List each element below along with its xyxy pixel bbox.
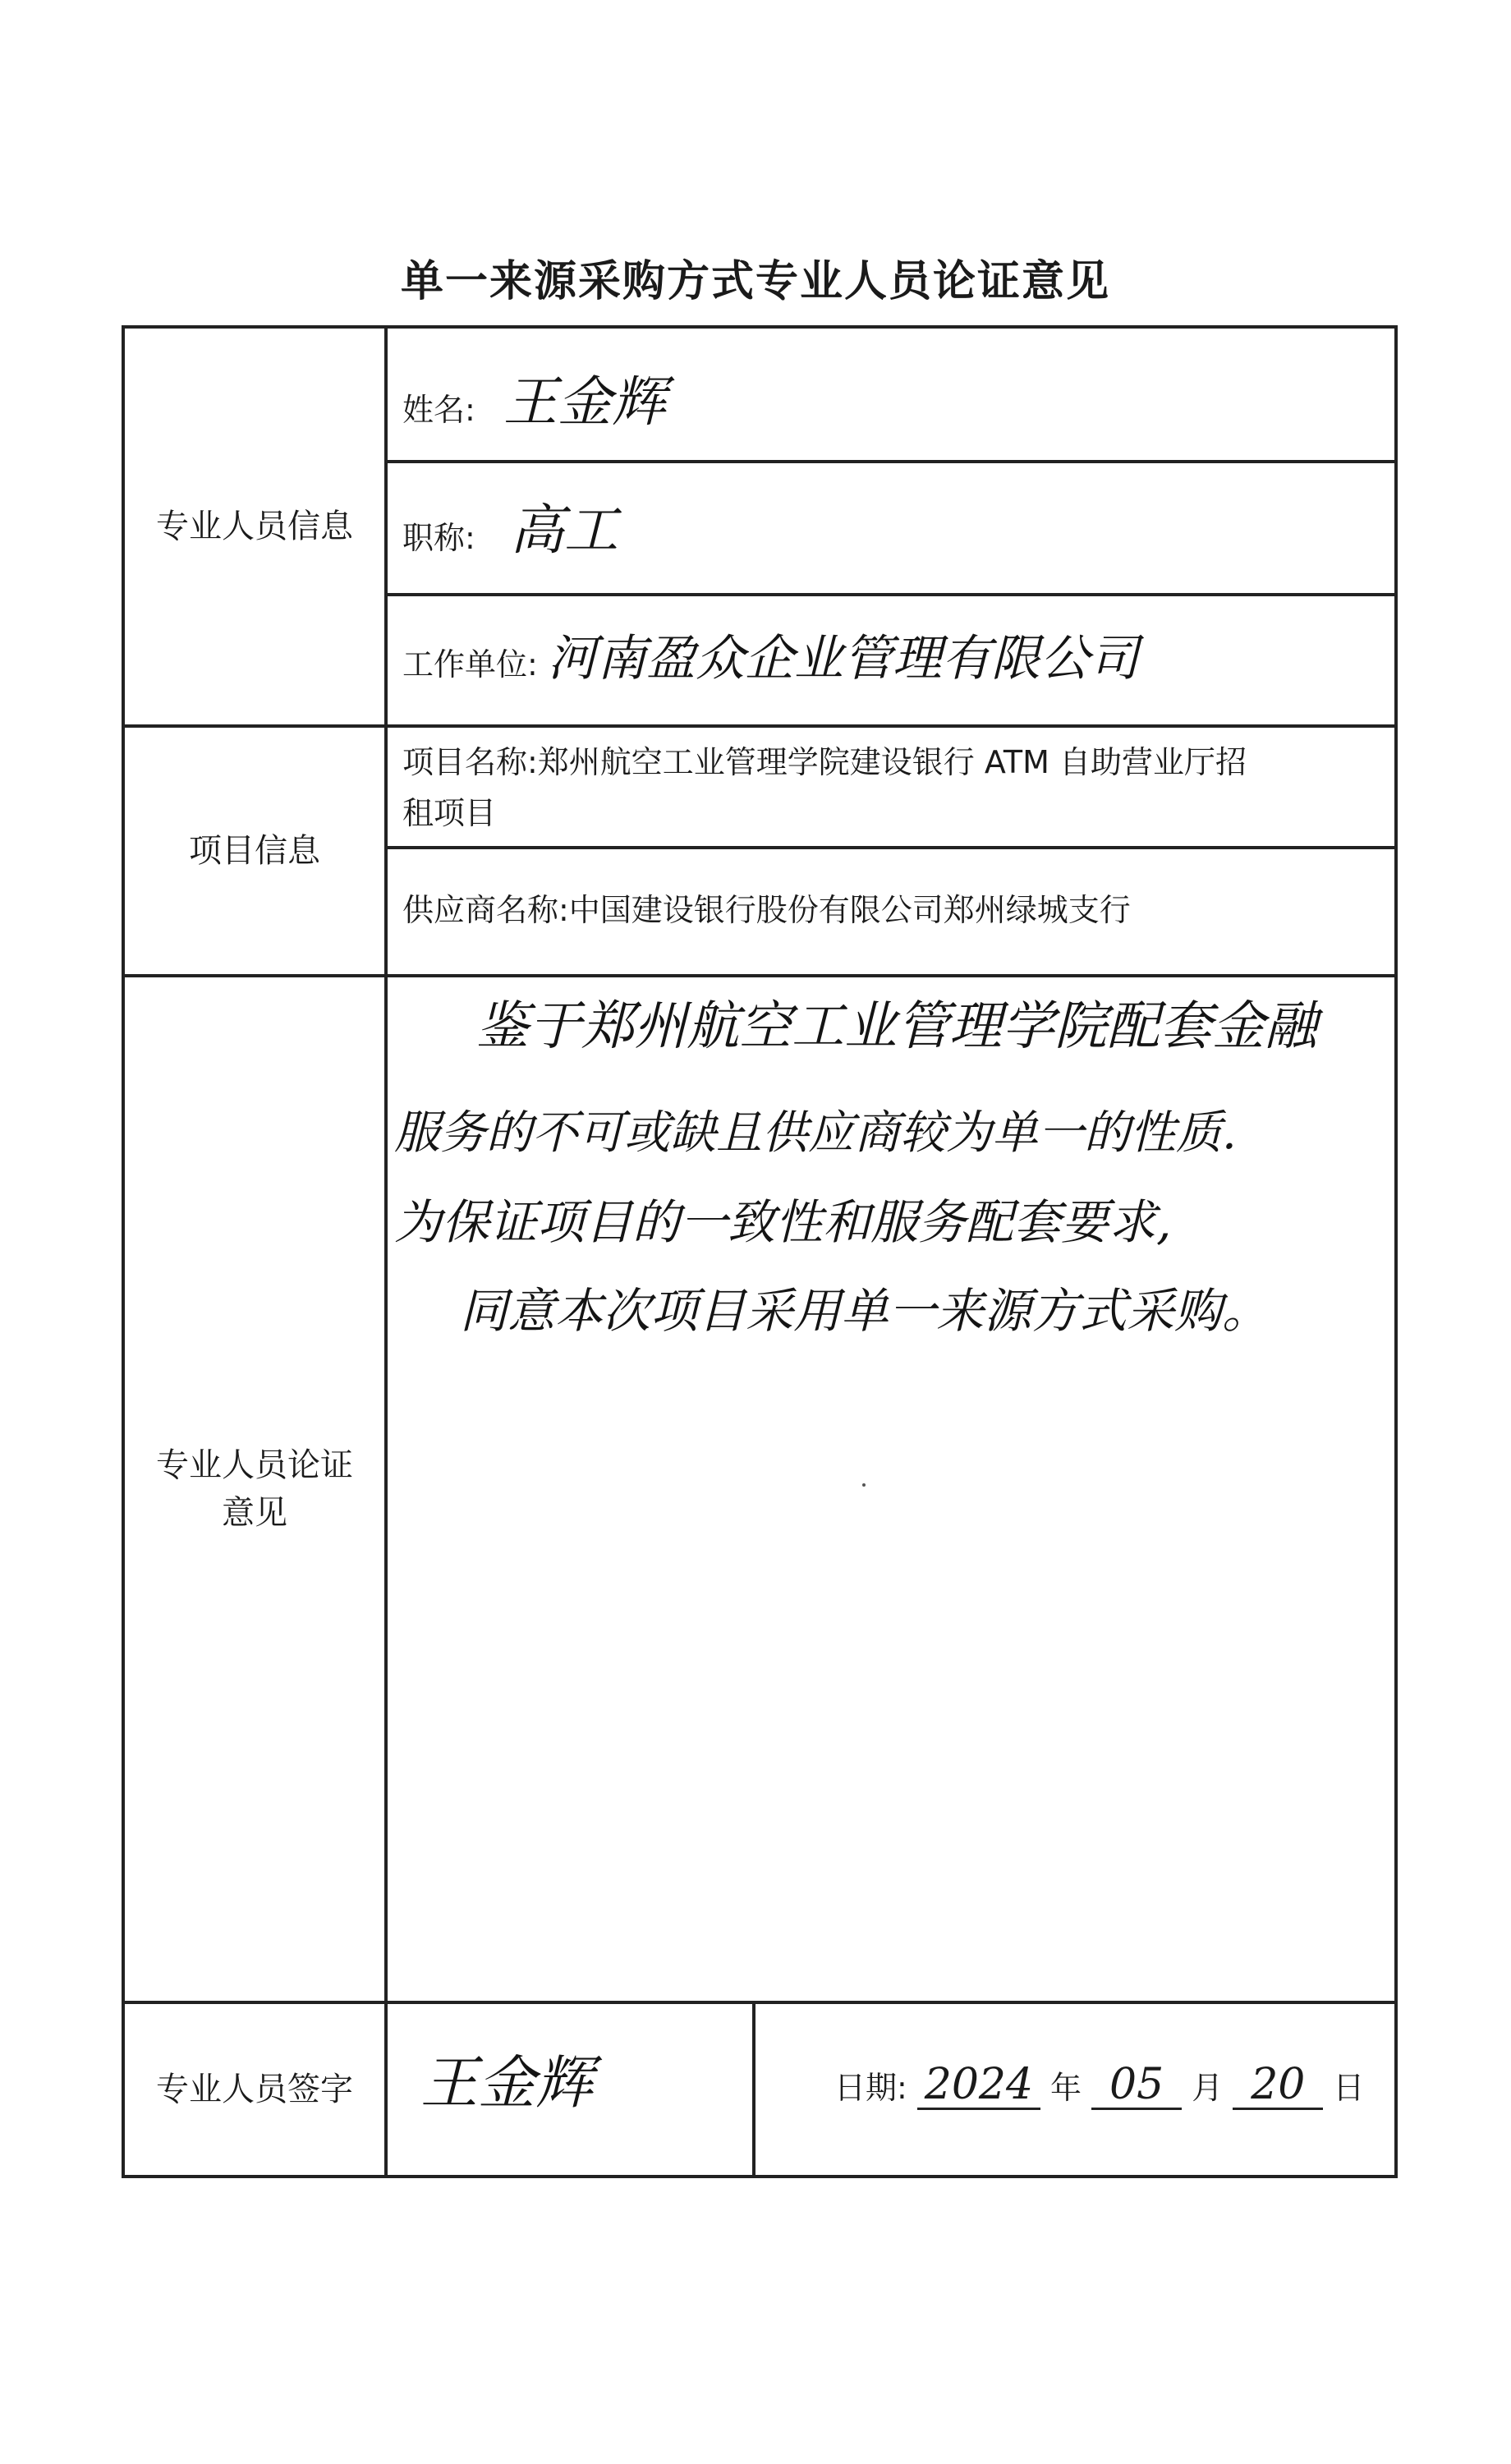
name-handwritten: 王金辉: [503, 370, 666, 434]
date-label: 日期:: [834, 2070, 907, 2106]
date-year-unit: 年: [1050, 2070, 1082, 2106]
opinion-line: 服务的不可或缺且供应商较为单一的性质.: [394, 1106, 1237, 1160]
row-divider: [384, 846, 1394, 849]
project-info-label: 项目信息: [189, 832, 320, 870]
opinion-label-line2: 意见: [222, 1494, 287, 1532]
title-field: [402, 499, 618, 563]
date-month: 05: [1091, 2062, 1182, 2110]
signature-handwritten: 王金辉: [420, 2049, 593, 2117]
opinion-label-line1: 专业人员论证: [156, 1446, 353, 1484]
employer-handwritten: 河南盈众企业管理有限公司: [547, 630, 1139, 687]
date-month-unit: 月: [1192, 2070, 1224, 2106]
name-label: 姓名:: [402, 392, 475, 428]
row-divider: [384, 460, 1394, 463]
page-title: 单一来源采购方式专业人员论证意见: [400, 257, 1110, 306]
opinion-label: [125, 977, 384, 2001]
project-name-line2: 租项目: [402, 795, 497, 831]
column-divider: [384, 329, 388, 2175]
row-divider: [384, 593, 1394, 596]
date-day-unit: 日: [1333, 2070, 1365, 2106]
signature-date-divider: [752, 2001, 756, 2175]
title-handwritten: 高工: [509, 499, 618, 562]
opinion-line: 同意本次项目采用单一来源方式采购。: [460, 1283, 1270, 1339]
date-year: 2024: [917, 2062, 1040, 2110]
date-field: [834, 2062, 1364, 2112]
opinion-line: 鉴于郑州航空工业管理学院配套金融: [476, 996, 1317, 1057]
employer-label: 工作单位:: [402, 646, 538, 683]
date-day: 20: [1233, 2062, 1323, 2110]
expert-info-label: 专业人员信息: [156, 508, 353, 545]
opinion-handwritten: [394, 982, 1404, 1355]
opinion-line: 为保证项目的一致性和服务配套要求,: [394, 1194, 1172, 1250]
scan-speck: [862, 1483, 866, 1487]
name-field: [402, 370, 666, 434]
employer-field: [402, 630, 1139, 689]
title-label: 职称:: [402, 520, 475, 556]
project-name-line1: 项目名称:郑州航空工业管理学院建设银行 ATM 自助营业厅招: [402, 744, 1247, 780]
signature-label: 专业人员签字: [156, 2071, 353, 2108]
supplier-line: 供应商名称:中国建设银行股份有限公司郑州绿城支行: [402, 892, 1131, 928]
